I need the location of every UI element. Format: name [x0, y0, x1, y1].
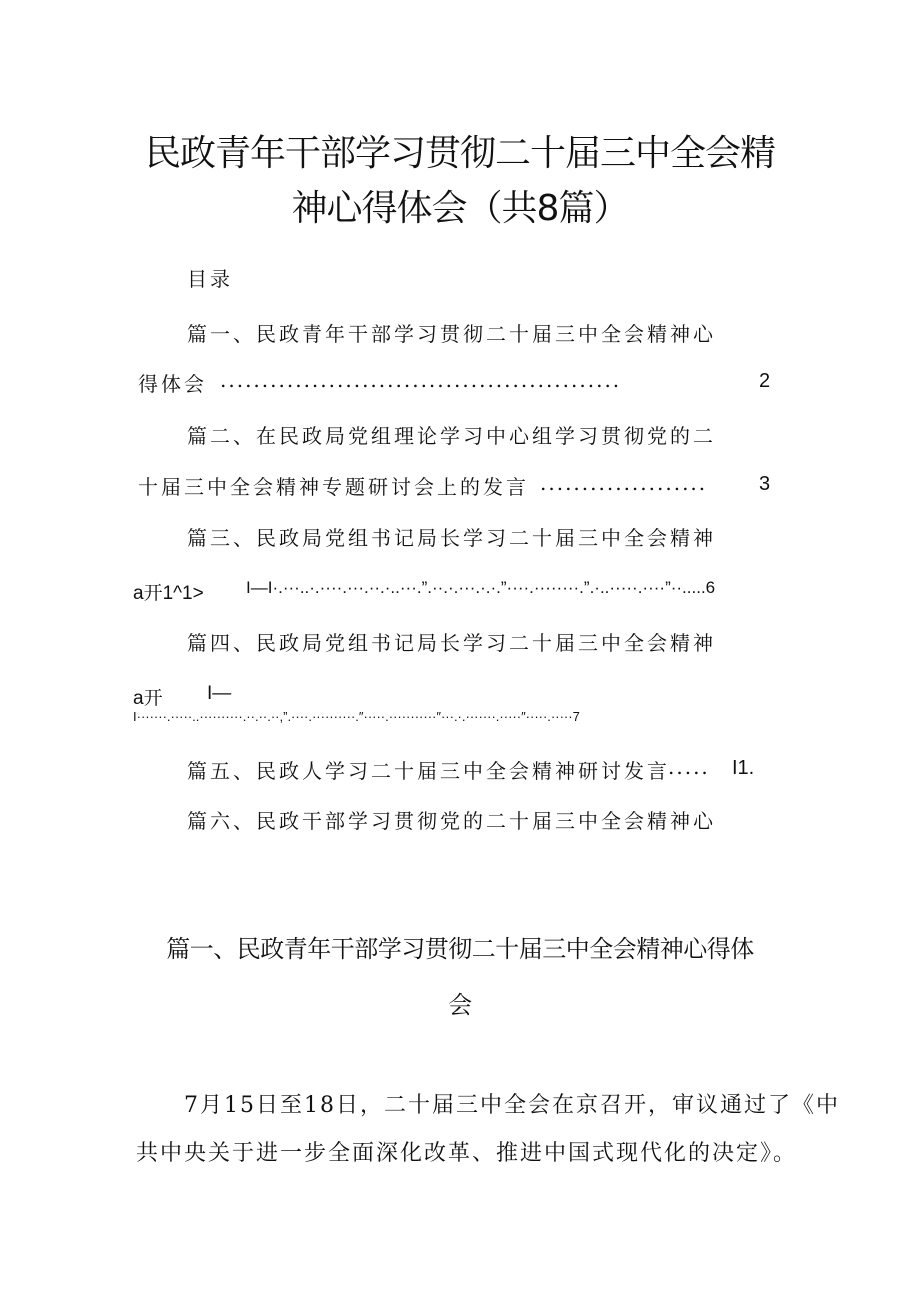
toc-heading: 目录 — [187, 267, 233, 291]
toc-entry-1-line-2: 得体会 — [138, 372, 207, 396]
toc-entry-5-page: I1. — [732, 757, 755, 779]
toc-entry-2-line-1: 篇二、在民政局党组理论学习中心组学习贯彻党的二 — [187, 424, 716, 448]
body-paragraph-line-2: 共中央关于进一步全面深化改革、推进中国式现代化的决定》。 — [136, 1141, 798, 1166]
toc-entry-2-page: 3 — [759, 473, 771, 495]
toc-entry-5-leader: ..... — [668, 755, 710, 779]
section-title-line-1: 篇一、民政青年干部学习贯彻二十届三中全会精神心得体 — [166, 935, 754, 963]
body-paragraph-line-1: 7月15日至18日，二十届三中全会在京召开，审议通过了《中 — [184, 1093, 840, 1118]
toc-entry-3-line-1: 篇三、民政局党组书记局长学习二十届三中全会精神 — [187, 526, 716, 550]
section-title-line-2: 会 — [448, 991, 472, 1019]
toc-entry-4-line-1: 篇四、民政局党组书记局长学习二十届三中全会精神 — [187, 631, 716, 655]
toc-entry-2-leader: .................... — [540, 471, 708, 495]
toc-entry-4-garbled-leader: I·······.·····..··········.··.··.··,”.····.··········.″·····.···········″···.·.·······.·····″·····.·····7 — [133, 709, 580, 724]
document-title-line-2: 神心得体会（共8篇） — [291, 188, 629, 229]
toc-entry-6-line-1: 篇六、民政干部学习贯彻党的二十届三中全会精神心 — [187, 809, 716, 833]
toc-entry-3-line-2: a开1^1> — [133, 583, 204, 604]
toc-entry-1-page: 2 — [759, 370, 771, 392]
toc-entry-4-mark: I— — [207, 683, 232, 704]
toc-entry-4-line-2: a开 — [133, 688, 163, 709]
toc-entry-2-line-2: 十届三中全会精神专题研讨会上的发言 — [138, 475, 529, 499]
toc-entry-1-line-1: 篇一、民政青年干部学习贯彻二十届三中全会精神心 — [187, 322, 716, 346]
toc-entry-1-leader: ................................................ — [220, 368, 622, 392]
toc-entry-3-garbled-leader: I—I·.···..·.····.···.··.·..···.”.··.·.···.·.·.”····.········.”.·..·····.····”··.....6 — [246, 578, 716, 597]
toc-entry-5-line-1: 篇五、民政人学习二十届三中全会精神研讨发言 — [187, 759, 670, 783]
document-title-line-1: 民政青年干部学习贯彻二十届三中全会精 — [144, 133, 775, 174]
